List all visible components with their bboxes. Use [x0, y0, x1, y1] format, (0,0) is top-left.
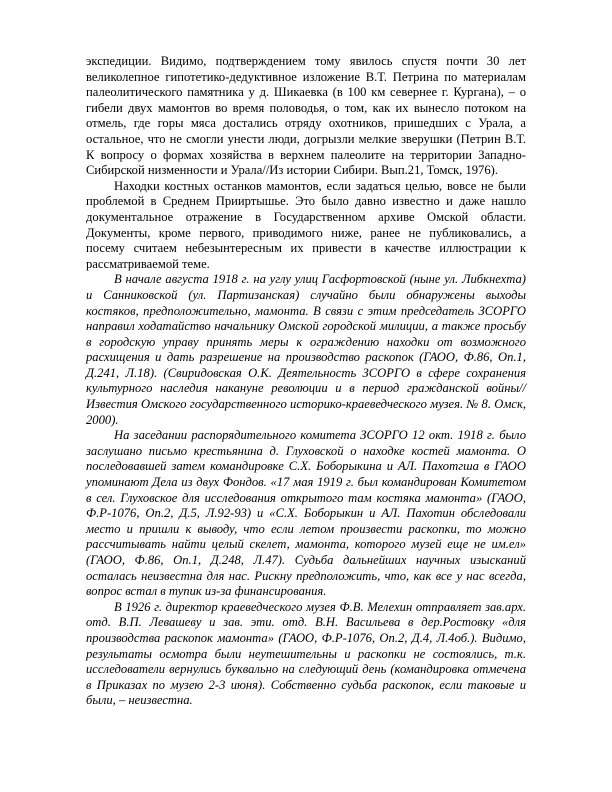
paragraph-expedition: экспедиции. Видимо, подтверждением тому явилось спустя почти 30 лет великолепное гипотетико-дедуктивное изложение В.Т. Петрина по материалам палеолитического памятника у д. Шикаевка (в 100 км севернее г. Кургана), – о гибели двух мамонтов во время половодья, о том, как их вынесло потоком на отмель, где горы мяса достались отряду охотников, пришедших с Урала, а остальное, что не смогли унести люди, догрызли мелкие зверушки (Петрин В.Т. К вопросу о формах хозяйства в верхнем палеолите на территории Западно-Сибирской низменности и Урала//Из истории Сибири. Вып.21, Томск, 1976). [86, 54, 526, 178]
paragraph-mammoth-finds: Находки костных останков мамонтов, если задаться целью, вовсе не были проблемой в Среднем Прииртышье. Это было давно известно и даже нашло документальное отражение в Государственном архиве Омской области. Документы, кроме первого, приводимого ниже, ранее не публиковались, а посему считаем небезынтересным их привести в качестве иллюстрации к рассматриваемой теме. [86, 178, 526, 271]
paragraph-october-1918: На заседании распорядительного комитета ЗСОРГО 12 окт. 1918 г. было заслушано письмо крестьянина д. Глуховской о находке костей мамонта. О последовавшей затем командировке С.Х. Боборыкина и АЛ. Пахотгша в ГАОО упоминают Дела из двух Фондов. «17 мая 1919 г. был командирован Комитетом в сел. Глуховское для исследования открытого там костяка мамонта» (ГАОО, Ф.Р-1076, Оп.2, Д.5, Л.92-93) и «С.Х. Боборыкин и АЛ. Пахотин обследовали место и пришли к выводу, что если летом произвести раскопки, то можно рассчитывать найти целый скелет, мамонта, которого музей еще не им.ел» (ГАОО, Ф.86, Оп.1, Д.248, Л.47). Судьба дальнейших научных изысканий осталась неизвестна для нас. Рискну предположить, что, как все у нас всегда, вопрос встал в тупик из-за финансирования. [86, 428, 526, 599]
paragraph-august-1918: В начале августа 1918 г. на углу улиц Гасфортовской (ныне ул. Либкнехта) и Санниковской (ул. Партизанская) случайно были обнаружены выходы костяков, предположительно, мамонта. В связи с этим председатель ЗСОРГО направил ходатайство начальнику Омской городской милиции, а также просьбу в городскую управу принять меры к ограждению находки от возможного расхищения и дать разрешение на производство раскопок (ГАОО, Ф.86, Оп.1, Д.241, Л.18). (Свиридовская О.К. Деятельность ЗСОРГО в сфере сохранения культурного наследия накануне революции и в период гражданской войны//Известия Омского государственного историко-краеведческого музея. № 8. Омск, 2000). [86, 272, 526, 427]
paragraph-1926: В 1926 г. директор краеведческого музея Ф.В. Мелехин отправляет зав.арх. отд. В.П. Левашеву и зав. эти. отд. В.Н. Васильева в дер.Ростовку «для производства раскопок мамонта» (ГАОО, Ф.Р-1076, Оп.2, Д.4, Л.4об.). Видимо, результаты осмотра были неутешительны и раскопки не состоялись, т.к. исследователи вернулись буквально на следующий день (командировка отмечена в Приказах по музею 2-3 июня). Собственно судьба раскопок, если таковые и были, – неизвестна. [86, 599, 526, 708]
document-page [86, 54, 526, 709]
